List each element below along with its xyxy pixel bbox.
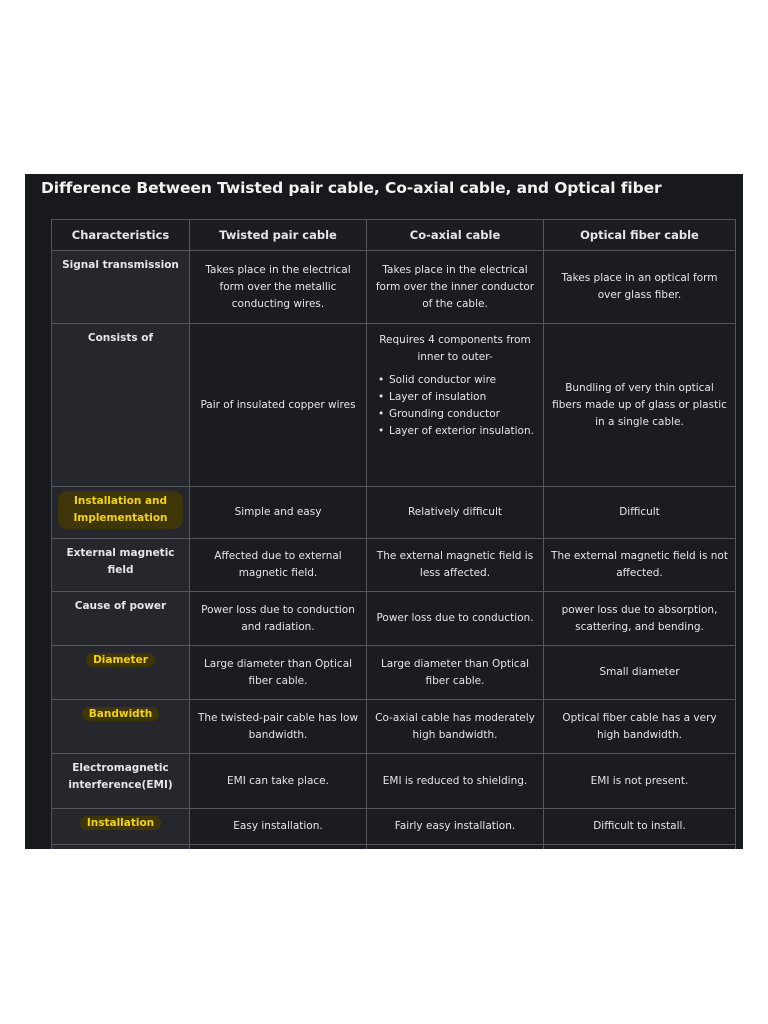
row-label-text: Electromagnetic interference(EMI)	[68, 762, 173, 791]
row-label	[52, 700, 190, 754]
row-label-text: Consists of	[87, 332, 154, 344]
cell-coaxial: The external magnetic field is less affected.	[367, 539, 544, 592]
row-label	[52, 251, 190, 324]
table-row	[52, 487, 736, 539]
header-twisted-pair: Twisted pair cable	[190, 220, 367, 251]
cell-optical: Takes place in an optical form over glass fiber.	[544, 251, 736, 324]
table-row	[52, 539, 736, 592]
table-row	[52, 251, 736, 324]
cell-coaxial: Fairly easy installation.	[367, 809, 544, 845]
cell-twisted: Easy installation.	[190, 809, 367, 845]
cell-twisted	[190, 845, 367, 850]
row-label-highlight: Diameter	[86, 653, 155, 667]
cell-optical: Bundling of very thin optical fibers made up of glass or plastic in a single cable.	[544, 324, 736, 487]
cell-coaxial: Co-axial cable has moderately high bandwidth.	[367, 700, 544, 754]
table-row	[52, 324, 736, 487]
cell-coaxial: Power loss due to conduction.	[367, 592, 544, 646]
table-row	[52, 700, 736, 754]
coaxial-components-intro: Requires 4 components from inner to outer-	[379, 334, 531, 363]
table-row-partial	[52, 845, 736, 850]
comparison-panel	[25, 174, 743, 849]
row-label	[52, 324, 190, 487]
cell-optical: Difficult	[544, 487, 736, 539]
row-label-text: Cause of power	[74, 600, 167, 612]
row-label-text: External magnetic field	[66, 547, 175, 576]
header-coaxial: Co-axial cable	[367, 220, 544, 251]
table-row	[52, 754, 736, 809]
table-row	[52, 592, 736, 646]
cell-twisted: Pair of insulated copper wires	[190, 324, 367, 487]
row-label	[52, 592, 190, 646]
table-header-row	[52, 220, 736, 251]
row-label	[52, 845, 190, 850]
cell-coaxial: Relatively difficult	[367, 487, 544, 539]
header-characteristics: Characteristics	[52, 220, 190, 251]
list-item: • Layer of insulation	[373, 389, 537, 406]
cell-twisted: Large diameter than Optical fiber cable.	[190, 646, 367, 700]
cell-optical: Optical fiber cable has a very high bandwidth.	[544, 700, 736, 754]
cell-twisted: EMI can take place.	[190, 754, 367, 809]
section-title: Difference Between Twisted pair cable, Co-axial cable, and Optical fiber	[41, 179, 662, 197]
row-label-highlight: Installation	[80, 816, 161, 830]
cell-coaxial	[367, 324, 544, 487]
list-item: • Solid conductor wire	[373, 372, 537, 389]
row-label	[52, 809, 190, 845]
cell-coaxial: EMI is reduced to shielding.	[367, 754, 544, 809]
table-row	[52, 809, 736, 845]
cell-twisted: Takes place in the electrical form over the metallic conducting wires.	[190, 251, 367, 324]
row-label	[52, 539, 190, 592]
cell-twisted: Affected due to external magnetic field.	[190, 539, 367, 592]
row-label-highlight: Installation and Implementation	[58, 491, 183, 529]
list-item: • Layer of exterior insulation.	[373, 423, 537, 440]
row-label	[52, 646, 190, 700]
cell-twisted: The twisted-pair cable has low bandwidth.	[190, 700, 367, 754]
table-row	[52, 646, 736, 700]
list-item: • Grounding conductor	[373, 406, 537, 423]
comparison-table	[51, 219, 736, 849]
row-label	[52, 487, 190, 539]
cell-optical: EMI is not present.	[544, 754, 736, 809]
cell-coaxial	[367, 845, 544, 850]
header-optical-fiber: Optical fiber cable	[544, 220, 736, 251]
cell-twisted: Simple and easy	[190, 487, 367, 539]
cell-optical: power loss due to absorption, scattering, and bending.	[544, 592, 736, 646]
row-label-text: Signal transmission	[62, 259, 179, 271]
cell-optical: Difficult to install.	[544, 809, 736, 845]
cell-optical	[544, 845, 736, 850]
cell-coaxial: Large diameter than Optical fiber cable.	[367, 646, 544, 700]
coaxial-components-list	[373, 372, 537, 440]
cell-optical: Small diameter	[544, 646, 736, 700]
row-label	[52, 754, 190, 809]
cell-coaxial: Takes place in the electrical form over the inner conductor of the cable.	[367, 251, 544, 324]
row-label-highlight: Bandwidth	[82, 707, 159, 721]
cell-optical: The external magnetic field is not affected.	[544, 539, 736, 592]
cell-twisted: Power loss due to conduction and radiation.	[190, 592, 367, 646]
